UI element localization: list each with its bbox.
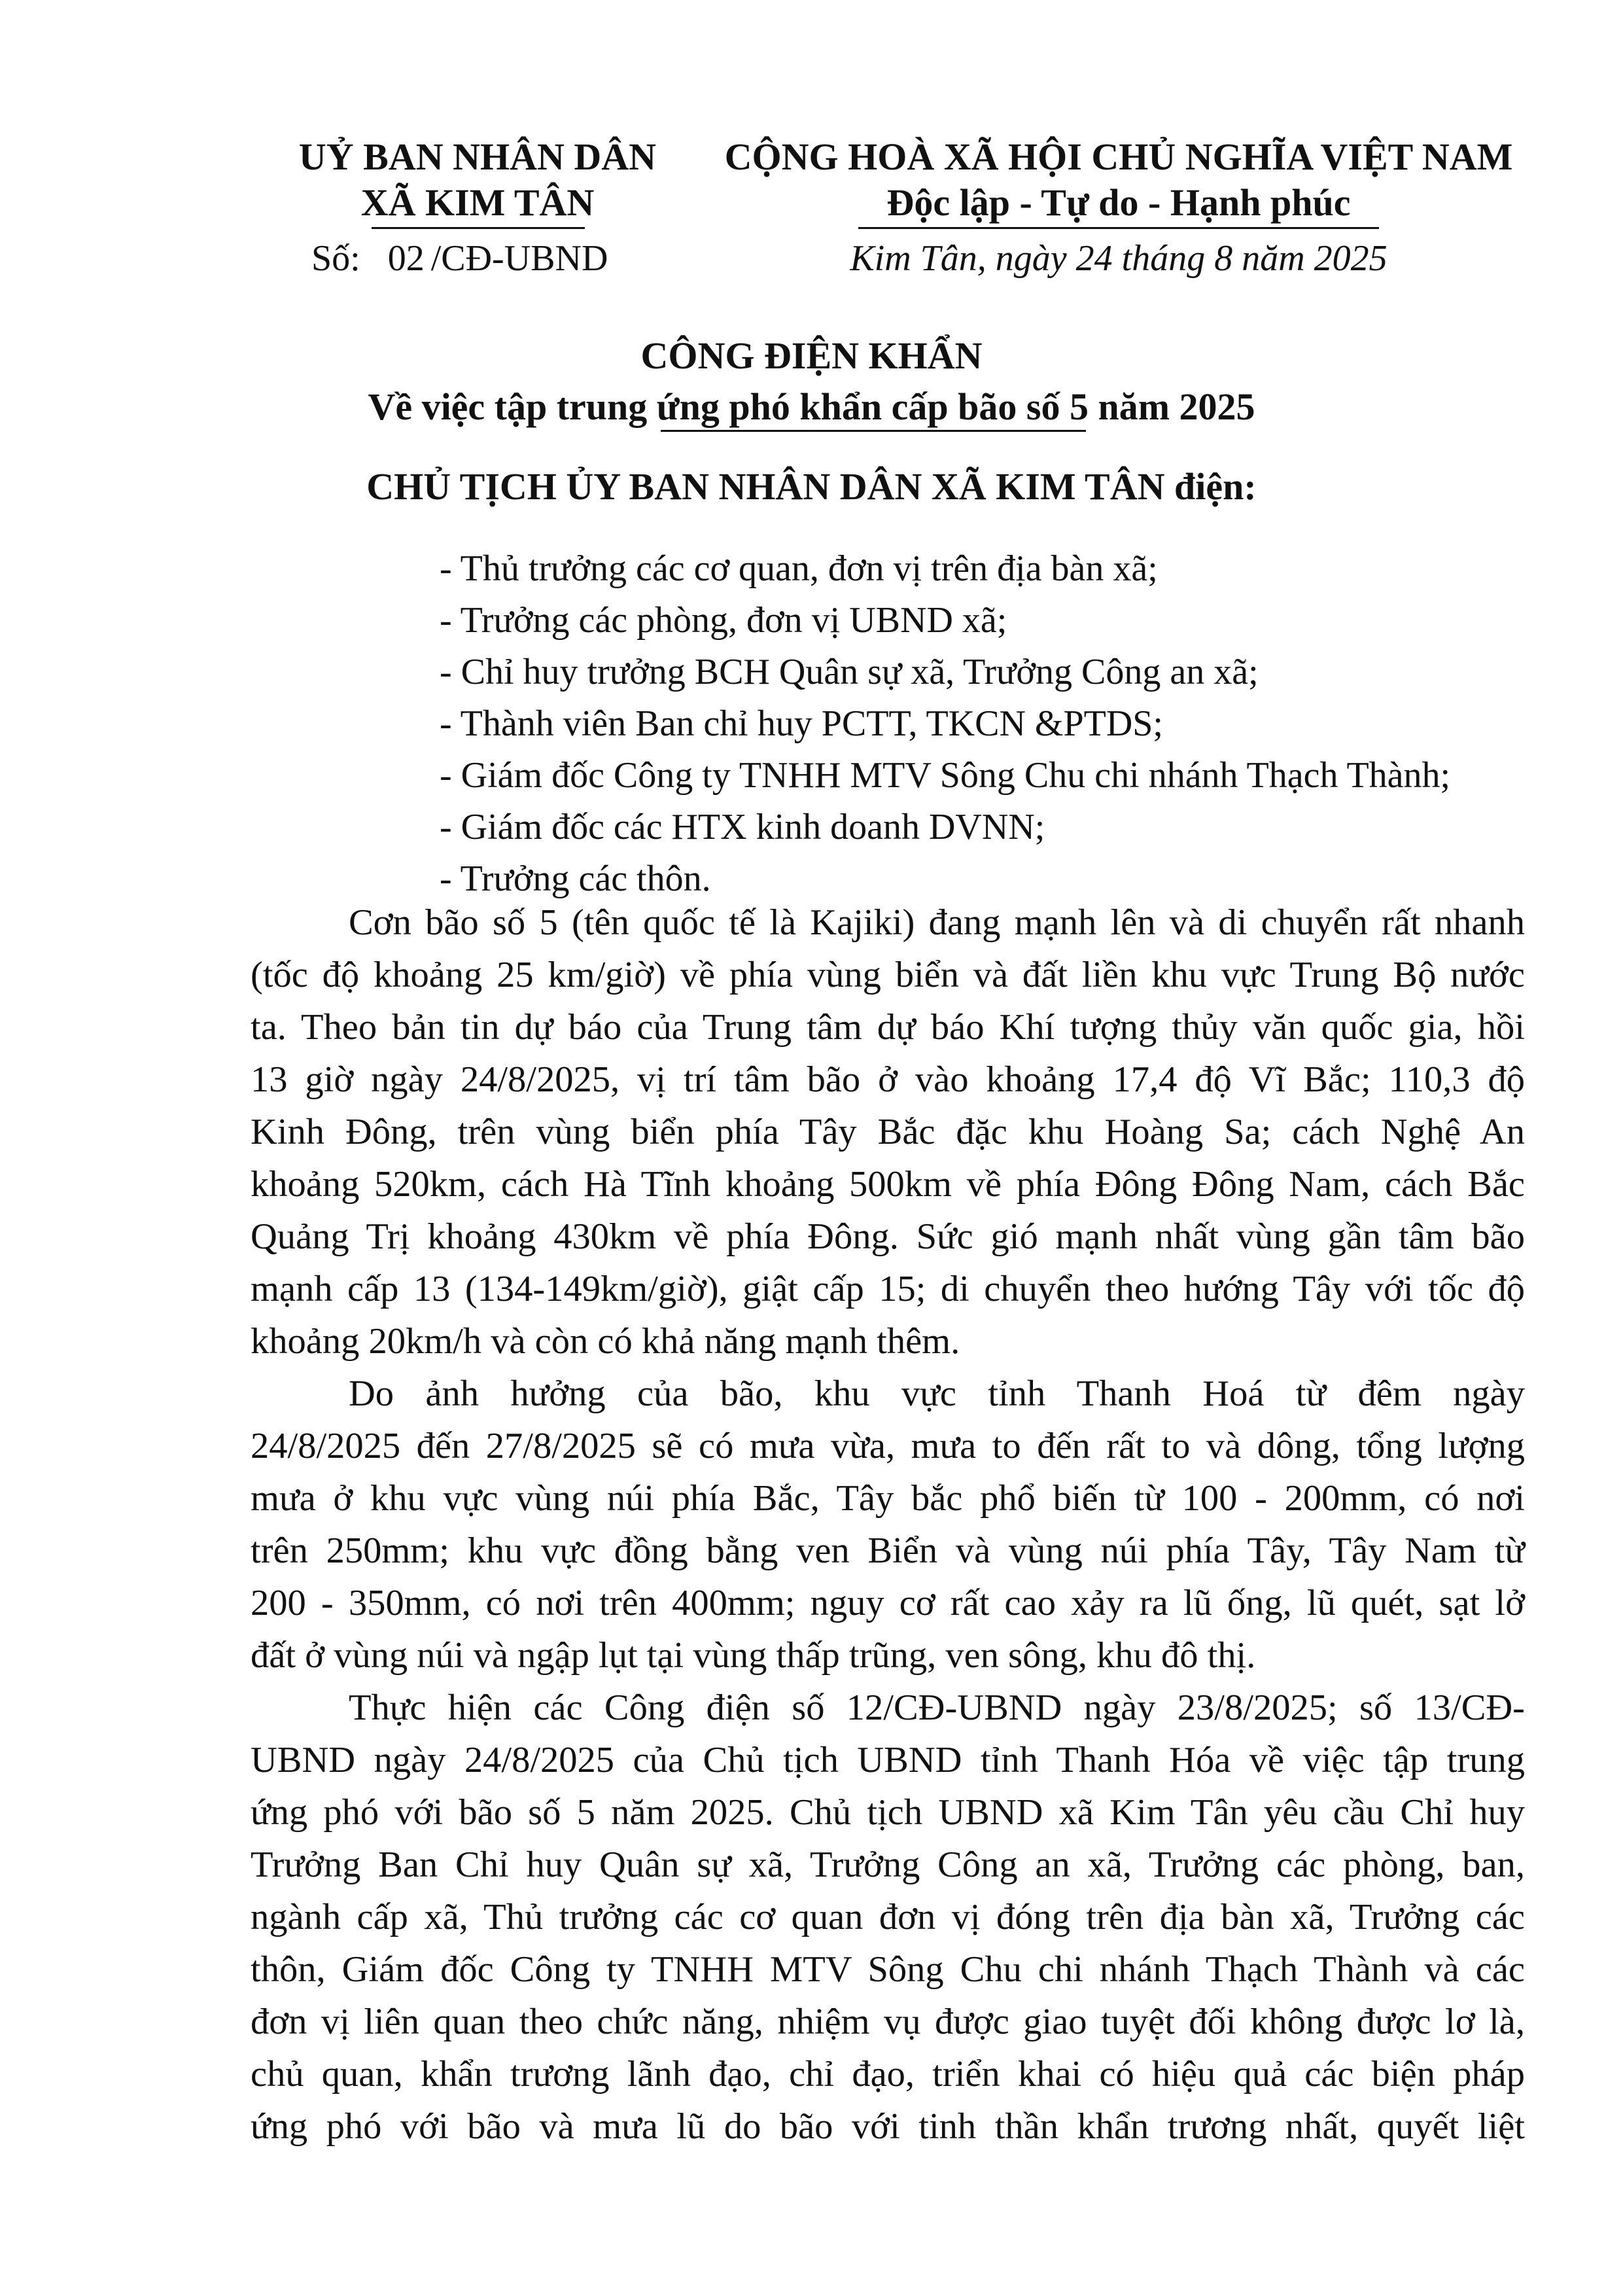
title-type: CÔNG ĐIỆN KHẨN [640,334,983,377]
motto-underline [858,227,1379,229]
body-line: Cơn bão số 5 (tên quốc tế là Kajiki) đang mạnh lên và di chuyển rất nhanh [349,902,1525,943]
body-line: Do ảnh hưởng của bão, khu vực tỉnh Thanh Hoá từ đêm ngày [349,1373,1525,1414]
national-name: CỘNG HOÀ XÃ HỘI CHỦ NGHĨA VIỆT NAM [724,135,1513,178]
recipient-item: - Thành viên Ban chỉ huy PCTT, TKCN &PTDS; [440,703,1163,744]
recipient-item: - Giám đốc các HTX kinh doanh DVNN; [440,807,1045,847]
body-line: mạnh cấp 13 (134-149km/giờ), giật cấp 15; di chuyển theo hướng Tây với tốc độ [251,1269,1525,1309]
body-line: khoảng 520km, cách Hà Tĩnh khoảng 500km về phía Đông Đông Nam, cách Bắc [251,1164,1525,1205]
body-line: đất ở vùng núi và ngập lụt tại vùng thấp trũng, ven sông, khu đô thị. [251,1635,1256,1676]
title-subject: Về việc tập trung ứng phó khẩn cấp bão số 5 năm 2025 [368,385,1255,428]
recipient-item: - Giám đốc Công ty TNHH MTV Sông Chu chi nhánh Thạch Thành; [440,755,1451,796]
body-line: 24/8/2025 đến 27/8/2025 sẽ có mưa vừa, mưa to đến rất to và dông, tổng lượng [251,1426,1525,1466]
document-number [311,236,608,281]
body-line: (tốc độ khoảng 25 km/giờ) về phía vùng biển và đất liền khu vực Trung Bộ nước [251,955,1525,995]
body-line: UBND ngày 24/8/2025 của Chủ tịch UBND tỉnh Thanh Hóa về việc tập trung [251,1740,1525,1780]
recipient-item: - Trưởng các thôn. [440,858,711,899]
recipient-item: - Trưởng các phòng, đơn vị UBND xã; [440,600,1007,641]
body-line: Trưởng Ban Chỉ huy Quân sự xã, Trưởng Công an xã, Trưởng các phòng, ban, [251,1845,1525,1885]
agency-name: UỶ BAN NHÂN DÂN [298,135,657,178]
body-line: trên 250mm; khu vực đồng bằng ven Biển và vùng núi phía Tây, Tây Nam từ [251,1530,1525,1571]
body-line: Thực hiện các Công điện số 12/CĐ-UBND ngày 23/8/2025; số 13/CĐ- [349,1687,1525,1728]
document-body [251,896,1525,2153]
body-line: khoảng 20km/h và còn có khả năng mạnh thêm. [251,1321,960,1362]
recipient-item: - Chỉ huy trưởng BCH Quân sự xã, Trưởng Công an xã; [440,652,1259,692]
body-line: chủ quan, khẩn trương lãnh đạo, chỉ đạo, triển khai có hiệu quả các biện pháp [251,2054,1525,2094]
body-paragraph-directive [251,1682,1525,2153]
doc-number-suffix: /CĐ-UBND [430,238,608,279]
agency-underline [372,227,585,229]
recipient-item: - Thủ trưởng các cơ quan, đơn vị trên địa bàn xã; [440,548,1158,589]
body-line: mưa ở khu vực vùng núi phía Bắc, Tây bắc phổ biến từ 100 - 200mm, có nơi [251,1478,1525,1519]
title-underline [661,430,1086,432]
body-line: đơn vị liên quan theo chức năng, nhiệm vụ được giao tuyệt đối không được lơ là, [251,2002,1525,2042]
doc-number-label: Số: [311,238,360,279]
national-motto: Độc lập - Tự do - Hạnh phúc [886,181,1351,224]
body-line: ta. Theo bản tin dự báo của Trung tâm dự báo Khí tượng thủy văn quốc gia, hồi [251,1007,1525,1048]
body-line: ngành cấp xã, Thủ trưởng các cơ quan đơn vị đóng trên địa bàn xã, Trưởng các [251,1897,1525,1937]
national-header [707,134,1531,226]
doc-number-value: 02 [387,238,425,279]
body-line: thôn, Giám đốc Công ty TNHH MTV Sông Chu chi nhánh Thạch Thành và các [251,1949,1525,1990]
body-line: ứng phó với bão số 5 năm 2025. Chủ tịch UBND xã Kim Tân yêu cầu Chỉ huy [251,1792,1525,1833]
agency-header [249,134,707,226]
body-line: 200 - 350mm, có nơi trên 400mm; nguy cơ rất cao xảy ra lũ ống, lũ quét, sạt lở [251,1583,1525,1623]
recipient-list [440,543,1450,905]
document-title [0,330,1623,433]
document-date: Kim Tân, ngày 24 tháng 8 năm 2025 [850,238,1387,279]
body-line: Kinh Đông, trên vùng biển phía Tây Bắc đặc khu Hoàng Sa; cách Nghệ An [251,1112,1525,1152]
agency-commune: XÃ KIM TÂN [360,181,595,224]
sender-line: CHỦ TỊCH ỦY BAN NHÂN DÂN XÃ KIM TÂN điện: [366,465,1257,508]
body-line: 13 giờ ngày 24/8/2025, vị trí tâm bão ở vào khoảng 17,4 độ Vĩ Bắc; 110,3 độ [251,1059,1525,1100]
body-line: ứng phó với bão và mưa lũ do bão với tinh thần khẩn trương nhất, quyết liệt [251,2106,1525,2147]
body-paragraph-rain-forecast [251,1368,1525,1682]
body-line: Quảng Trị khoảng 430km về phía Đông. Sức gió mạnh nhất vùng gần tâm bão [251,1216,1525,1257]
body-paragraph-storm-info [251,896,1525,1368]
